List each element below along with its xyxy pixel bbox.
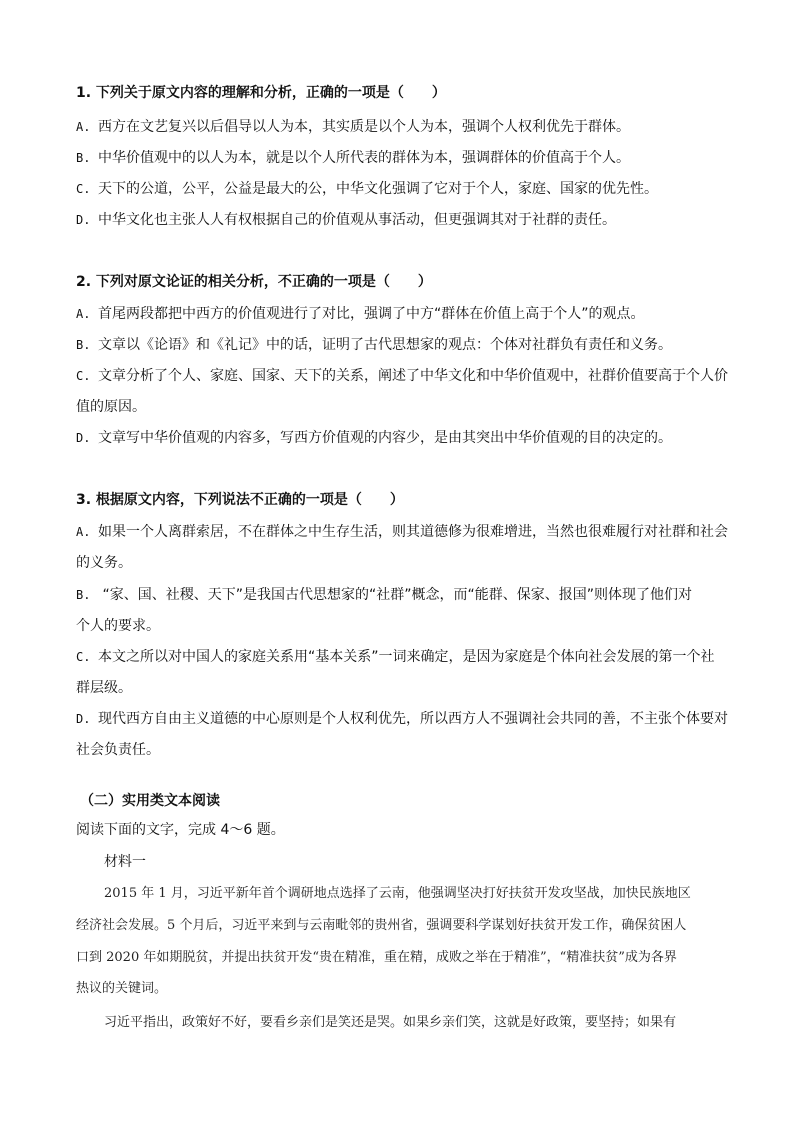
option-text: 文章分析了个人、家庭、国家、天下的关系，阐述了中华文化和中华价值观中，社群价值要高于个人价 [98,368,728,384]
question-1-option-b [76,147,630,167]
question-1-title: 1. 下列关于原文内容的理解和分析，正确的一项是（ ） [76,85,446,101]
question-2-option-a [76,303,645,323]
material-paragraph-1-line-4: 热议的关键词。 [76,981,168,996]
option-text: 西方在文艺复兴以后倡导以人为本，其实质是以个人为本，强调个人权利优先于群体。 [98,119,630,135]
option-text: 现代西方自由主义道德的中心原则是个人权利优先，所以西方人不强调社会共同的善，不主张个体要对 [98,711,728,727]
option-key: D. [76,213,91,227]
option-key: A. [76,120,91,134]
material-paragraph-2-line-1: 习近平指出，政策好不好，要看乡亲们是笑还是哭。如果乡亲们笑，这就是好政策，要坚持；如果有 [104,1015,677,1030]
option-key: D. [76,712,91,726]
option-text: 本文之所以对中国人的家庭关系用“基本关系”一词来确定，是因为家庭是个体向社会发展的第一个社 [98,649,715,665]
question-2-title: 2. 下列对原文论证的相关分析，不正确的一项是（ ） [76,274,432,290]
option-text: 文章以《论语》和《礼记》中的话，证明了古代思想家的观点：个体对社群负有责任和义务。 [98,337,672,353]
option-text: 如果一个人离群索居，不在群体之中生存生活，则其道德修为很难增进，当然也很难履行对社群和社会 [98,524,728,540]
option-key: A. [76,307,91,321]
question-3-option-b-cont: 个人的要求。 [76,618,160,634]
question-3-option-d [76,708,728,728]
question-1-option-d [76,209,616,229]
question-3-option-c [76,646,715,666]
option-key: C. [76,650,91,664]
question-2-option-b [76,334,672,354]
option-text: 天下的公道，公平，公益是最大的公，中华文化强调了它对于个人，家庭、国家的优先性。 [98,181,658,197]
option-key: C. [76,182,91,196]
question-1-option-c [76,178,658,198]
option-key: A. [76,525,91,539]
material-paragraph-1-line-3: 口到 2020 年如期脱贫，并提出扶贫开发“贵在精准，重在精，成败之举在于精准”，“精准扶贫”成为各界 [76,950,677,965]
material-paragraph-1-line-2: 经济社会发展。5 个月后，习近平来到与云南毗邻的贵州省，强调要科学谋划好扶贫开发工作，确保贫困人 [76,918,687,933]
question-2-option-d [76,427,672,447]
option-key: B. [76,151,91,165]
option-key: B. [76,588,91,602]
material-paragraph-1-line-1: 2015 年 1 月，习近平新年首个调研地点选择了云南，他强调坚决打好扶贫开发攻坚战，加快民族地区 [104,886,691,901]
option-key: B. [76,338,91,352]
option-key: C. [76,369,91,383]
section-heading: （二）实用类文本阅读 [80,793,220,809]
option-text: 中华价值观中的以人为本，就是以个人所代表的群体为本，强调群体的价值高于个人。 [98,150,630,166]
option-text: 中华文化也主张人人有权根据自己的价值观从事活动，但更强调其对于社群的责任。 [98,212,616,228]
question-2-option-c [76,365,728,385]
question-3-option-a-cont: 的义务。 [76,555,132,571]
question-3-option-a [76,521,728,541]
section-instruction: 阅读下面的文字，完成 4～6 题。 [76,822,285,838]
question-3-option-c-cont: 群层级。 [76,680,132,696]
option-key: D. [76,431,91,445]
material-label: 材料一 [104,854,146,870]
question-1-option-a [76,116,630,136]
question-2-option-c-cont: 值的原因。 [76,399,146,415]
option-text: “家、国、社稷、天下”是我国古代思想家的“社群”概念，而“能群、保家、报国”则体现了他们对 [98,587,692,603]
option-text: 文章写中华价值观的内容多，写西方价值观的内容少，是由其突出中华价值观的目的决定的。 [98,430,672,446]
question-3-option-b [76,584,692,604]
option-text: 首尾两段都把中西方的价值观进行了对比，强调了中方“群体在价值上高于个人”的观点。 [98,306,645,322]
question-3-option-d-cont: 社会负责任。 [76,742,160,758]
question-3-title: 3. 根据原文内容，下列说法不正确的一项是（ ） [76,492,404,508]
